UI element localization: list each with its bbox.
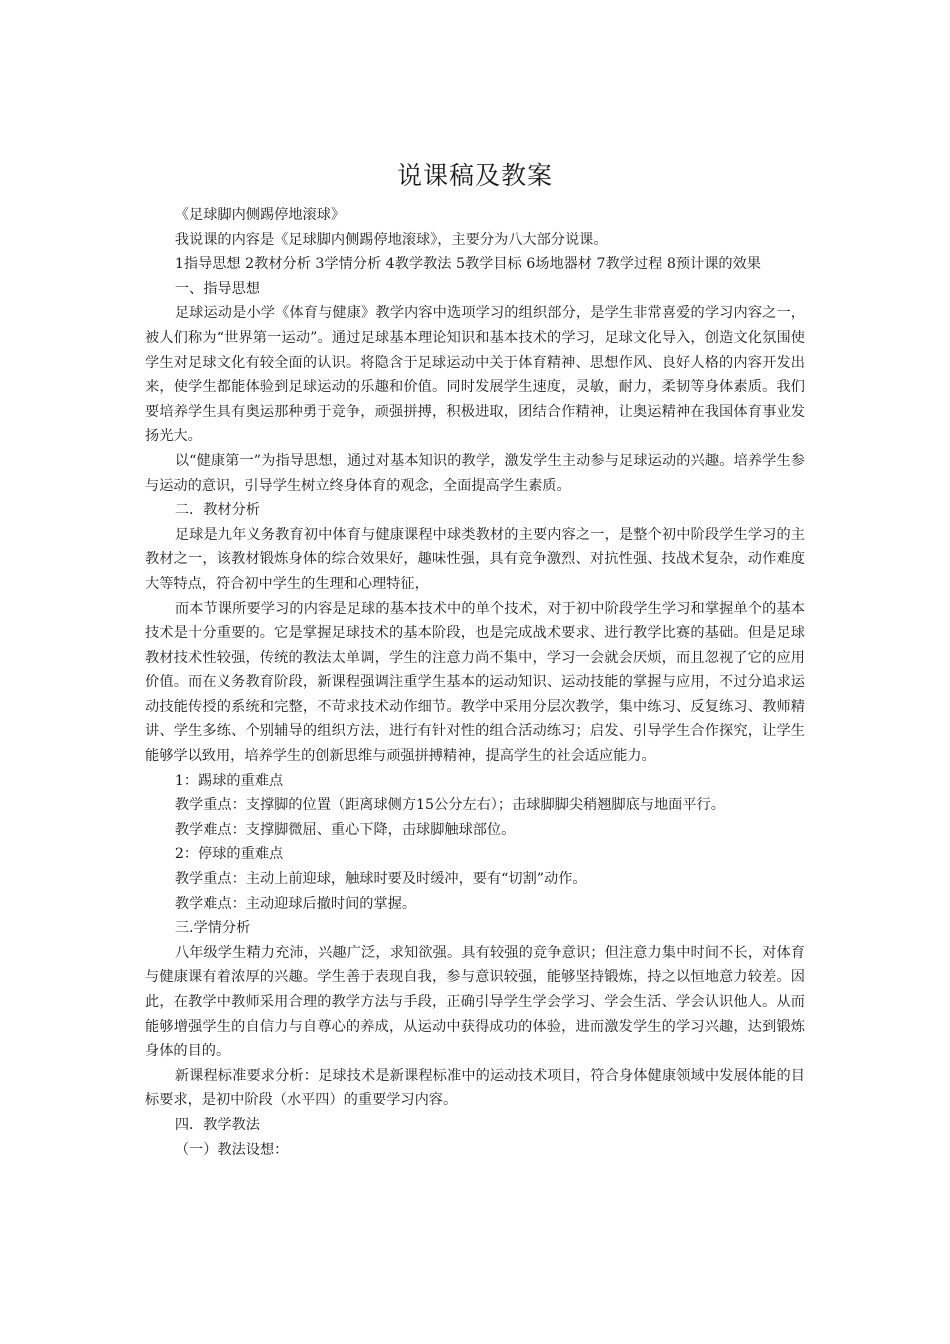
body-paragraph: 以“健康第一”为指导思想，通过对基本知识的教学，激发学生主动参与足球运动的兴趣。培养学生参与运动的意识，引导学生树立终身体育的观念，全面提高学生素质。 bbox=[145, 452, 805, 494]
body-paragraph: 教学重点：主动上前迎球，触球时要及时缓冲，要有“切割”动作。 bbox=[174, 871, 587, 888]
body-paragraph: 教学难点：支撑脚微屈、重心下降，击球脚触球部位。 bbox=[174, 821, 516, 838]
section-heading-3: 三.学情分析 bbox=[174, 920, 251, 937]
body-paragraph: 而本节课所要学习的内容是足球的基本技术中的单个技术，对于初中阶段学生学习和掌握单个的基本技术是十分重要的。它是掌握足球技术的基本阶段，也是完成战术要求、进行教学比赛的基础。但是足球教材技术性较强，传统的教法太单调，学生的注意力尚不集中，学习一会就会厌烦，而且忽视了它的应用价值。而在义务教育阶段，新课程强调注重学生基本的运动知识、运动技能的掌握与应用，不过分追求运动技能传授的系统和完整，不苛求技术动作细节。教学中采用分层次教学，集中练习、反复练习、教师精讲、学生多练、个别辅导的组织方法，进行有针对性的组合活动练习；启发、引导学生合作探究，让学生能够学以致用，培养学生的创新思维与顽强拼搏精神，提高学生的社会适应能力。 bbox=[145, 600, 805, 765]
body-paragraph: 教学难点：主动迎球后撤时间的掌握。 bbox=[174, 895, 417, 912]
body-paragraph: 新课程标准要求分析：足球技术是新课程标准中的运动技术项目，符合身体健康领域中发展体能的目标要求，是初中阶段（水平四）的重要学习内容。 bbox=[145, 1067, 805, 1109]
lesson-name: 《足球脚内侧踢停地滚球》 bbox=[174, 207, 346, 223]
body-paragraph: 八年级学生精力充沛，兴趣广泛，求知欲强。具有较强的竞争意识；但注意力集中时间不长，对体育与健康课有着浓厚的兴趣。学生善于表现自我，参与意识较强，能够坚持锻炼，持之以恒地意力较差。因此，在教学中教师采用合理的教学方法与手段，正确引导学生学会学习、学会生活、学会认识他人。从而能够增强学生的自信力与自尊心的养成，从运动中获得成功的体验，进而激发学生的学习兴趣，达到锻炼身体的目的。 bbox=[145, 944, 805, 1060]
outline-paragraph: 1指导思想 2教材分析 3学情分析 4教学教法 5教学目标 6场地器材 7教学过程 8预计课的效果 bbox=[174, 256, 761, 273]
section-heading-4: 四．教学教法 bbox=[174, 1116, 260, 1133]
body-paragraph: 足球是九年义务教育初中体育与健康课程中球类教材的主要内容之一，是整个初中阶段学生学习的主教材之一，该教材锻炼身体的综合效果好，趣味性强，具有竞争激烈、对抗性强、技战术复杂，动作难度大等特点，符合初中学生的生理和心理特征， bbox=[145, 526, 805, 592]
subheading: 1：踢球的重难点 bbox=[174, 772, 284, 789]
document-body bbox=[145, 203, 805, 1162]
section-heading-1: 一、指导思想 bbox=[174, 280, 260, 297]
intro-paragraph: 我说课的内容是《足球脚内侧踢停地滚球》，主要分为八大部分说课。 bbox=[174, 231, 608, 248]
body-paragraph: 足球运动是小学《体育与健康》教学内容中选项学习的组织部分，是学生非常喜爱的学习内容之一，被人们称为“世界第一运动”。通过足球基本理论知识和基本技术的学习，足球文化导入，创造文化氛围使学生对足球文化有较全面的认识。将隐含于足球运动中关于体育精神、思想作风、良好人格的内容开发出来，使学生都能体验到足球运动的乐趣和价值。同时发展学生速度，灵敏，耐力，柔韧等身体素质。我们要培养学生具有奥运那种勇于竞争，顽强拼搏，积极进取，团结合作精神，让奥运精神在我国体育事业发扬光大。 bbox=[145, 305, 805, 445]
body-paragraph: 教学重点：支撑脚的位置（距离球侧方15公分左右）；击球脚脚尖稍翘脚底与地面平行。 bbox=[174, 797, 725, 814]
document-title: 说课稿及教案 bbox=[396, 161, 553, 190]
subheading: （一）教法设想： bbox=[174, 1141, 289, 1158]
section-heading-2: 二．教材分析 bbox=[174, 502, 260, 519]
subheading: 2：停球的重难点 bbox=[174, 846, 284, 863]
